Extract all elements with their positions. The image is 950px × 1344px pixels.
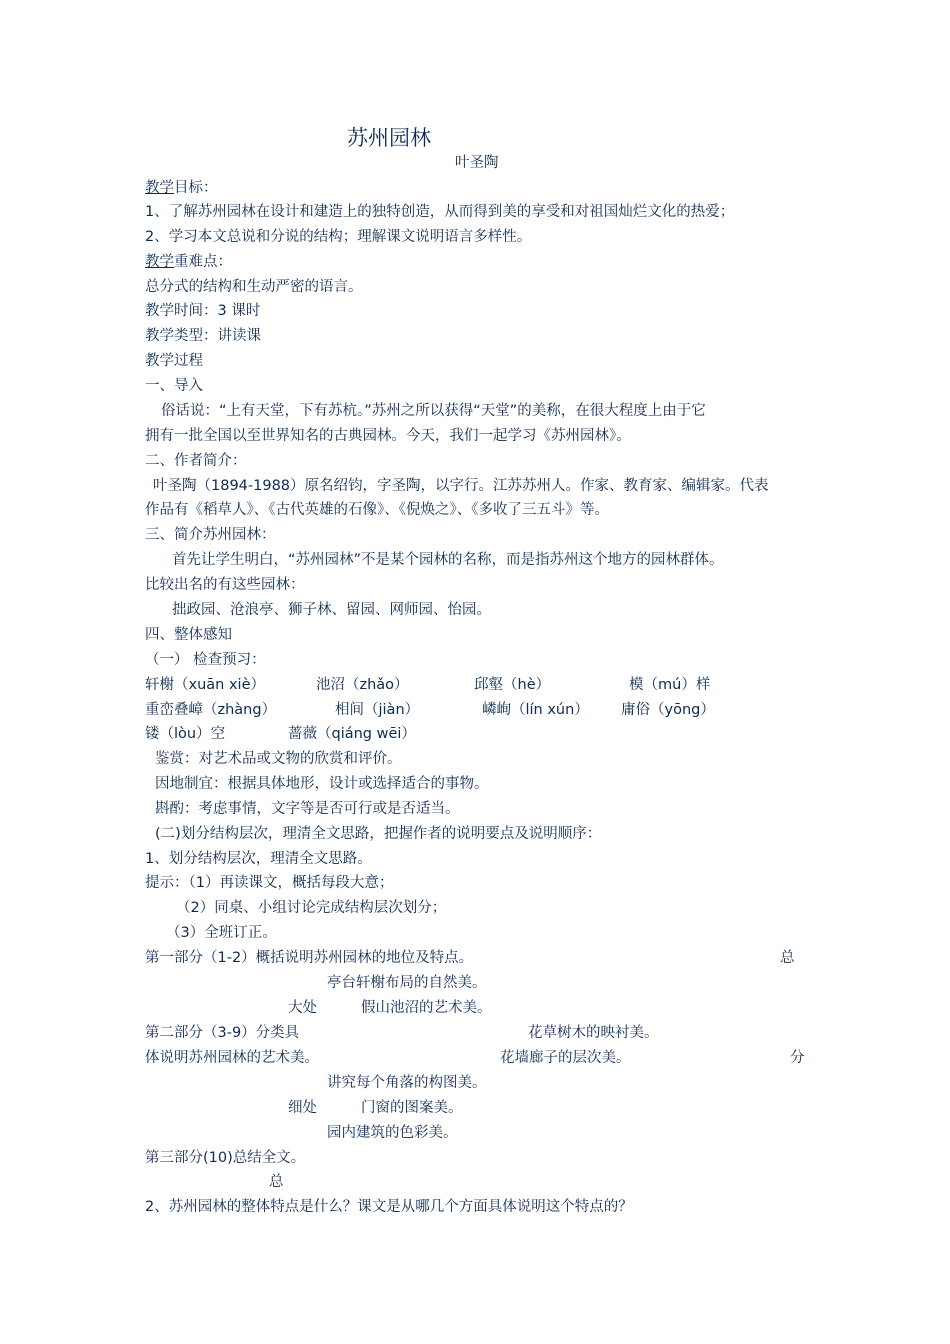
teaching-type: 教学类型：讲读课 [145, 328, 261, 344]
vocab-item: 庸俗（yōng） [621, 702, 715, 718]
structure-aspect: 花草树木的映衬美。 [528, 1025, 659, 1041]
vocab-item: 相间（jiàn） [335, 702, 420, 718]
structure-part-1: 第一部分（1-2）概括说明苏州园林的地位及特点。 [145, 950, 474, 966]
section-1-para-2: 拥有一批全国以至世界知名的古典园林。今天，我们一起学习《苏州园林》。 [145, 428, 631, 444]
goal-1: 1、了解苏州园林在设计和建造上的独特创造，从而得到美的享受和对祖国灿烂文化的热爱； [145, 204, 735, 220]
vocab-item: 邱壑（hè） [474, 677, 551, 693]
vocab-item: 重峦叠嶂（zhàng） [145, 702, 277, 718]
key-heading [145, 252, 232, 272]
section-2-para-2: 作品有《稻草人》、《古代英雄的石像》、《倪焕之》、《多收了三五斗》等。 [145, 502, 609, 518]
structure-part-2a: 第二部分（3-9）分类具 [145, 1025, 300, 1041]
section-4-heading: 四、整体感知 [145, 627, 232, 643]
structure-aspect: 亭台轩榭布局的自然美。 [327, 975, 487, 991]
hint-1: 提示：（1）再读课文，概括每段大意； [145, 875, 394, 891]
section-3-para-1: 首先让学生明白，“苏州园林”不是某个园林的名称，而是指苏州这个地方的园林群体。 [172, 552, 724, 568]
section-3-para-3: 拙政园、沧浪亭、狮子林、留园、网师园、怡园。 [172, 602, 491, 618]
goals-heading-rest: 目标： [174, 180, 218, 196]
goal-2: 2、学习本文总说和分说的结构；理解课文说明语言多样性。 [145, 229, 532, 245]
definition: 斟酌：考虑事情，文字等是否可行或是否适当。 [155, 801, 460, 817]
vocab-item: 轩榭（xuān xiè） [145, 677, 265, 693]
vocab-item: 池沼（zhǎo） [316, 677, 409, 693]
teaching-process: 教学过程 [145, 353, 203, 369]
definition: 鉴赏：对艺术品或文物的欣赏和评价。 [155, 751, 402, 767]
structure-part-3: 第三部分(10)总结全文。 [145, 1150, 306, 1166]
goals-heading-underlined: 教学 [145, 180, 174, 196]
structure-aspect: 讲究每个角落的构图美。 [327, 1075, 487, 1091]
key-heading-rest: 重难点： [174, 254, 232, 270]
section-4-sub-2: (二)划分结构层次，理清全文思路，把握作者的说明要点及说明顺序： [155, 826, 602, 842]
vocab-item: 蔷薇（qiáng wēi） [288, 726, 416, 742]
key-text: 总分式的结构和生动严密的语言。 [145, 279, 363, 295]
hint-2: （2）同桌、小组讨论完成结构层次划分； [176, 900, 447, 916]
section-2-heading: 二、作者简介： [145, 453, 247, 469]
hint-3: （3）全班订正。 [166, 925, 277, 941]
section-3-heading: 三、简介苏州园林： [145, 527, 276, 543]
section-1-heading: 一、导入 [145, 378, 203, 394]
vocab-item: 模（mú）样 [629, 677, 711, 693]
structure-xichu: 细处 [288, 1100, 317, 1116]
section-4-sub-1: （一） 检查预习： [145, 652, 266, 668]
teaching-time: 教学时间：3 课时 [145, 303, 261, 319]
structure-aspect: 花墙廊子的层次美。 [500, 1050, 631, 1066]
section-2-para-1: 叶圣陶（1894-1988）原名绍钧，字圣陶，以字行。江苏苏州人。作家、教育家、编辑家。代表 [153, 478, 769, 494]
key-heading-underlined: 教学 [145, 254, 174, 270]
structure-aspect: 园内建筑的色彩美。 [327, 1125, 458, 1141]
structure-zong-1: 总 [780, 950, 795, 966]
question-1: 1、划分结构层次，理清全文思路。 [145, 851, 372, 867]
vocab-item: 镂（lòu）空 [145, 726, 226, 742]
doc-author: 叶圣陶 [455, 155, 499, 171]
definition: 因地制宜：根据具体地形，设计或选择适合的事物。 [155, 776, 489, 792]
question-2: 2、苏州园林的整体特点是什么？课文是从哪几个方面具体说明这个特点的？ [145, 1199, 633, 1215]
vocab-item: 嶙峋（lín xún） [482, 702, 589, 718]
goals-heading [145, 178, 218, 198]
structure-fen: 分 [790, 1050, 805, 1066]
section-1-para-1: 俗话说：“上有天堂，下有苏杭。”苏州之所以获得“天堂”的美称，在很大程度上由于它 [161, 403, 706, 419]
structure-dachu: 大处 [288, 1000, 317, 1016]
doc-title: 苏州园林 [347, 126, 431, 150]
structure-zong-2: 总 [269, 1174, 284, 1190]
structure-aspect: 门窗的图案美。 [361, 1100, 463, 1116]
structure-aspect: 假山池沼的艺术美。 [361, 1000, 492, 1016]
structure-part-2b: 体说明苏州园林的艺术美。 [145, 1050, 319, 1066]
section-3-para-2: 比较出名的有这些园林： [145, 577, 305, 593]
